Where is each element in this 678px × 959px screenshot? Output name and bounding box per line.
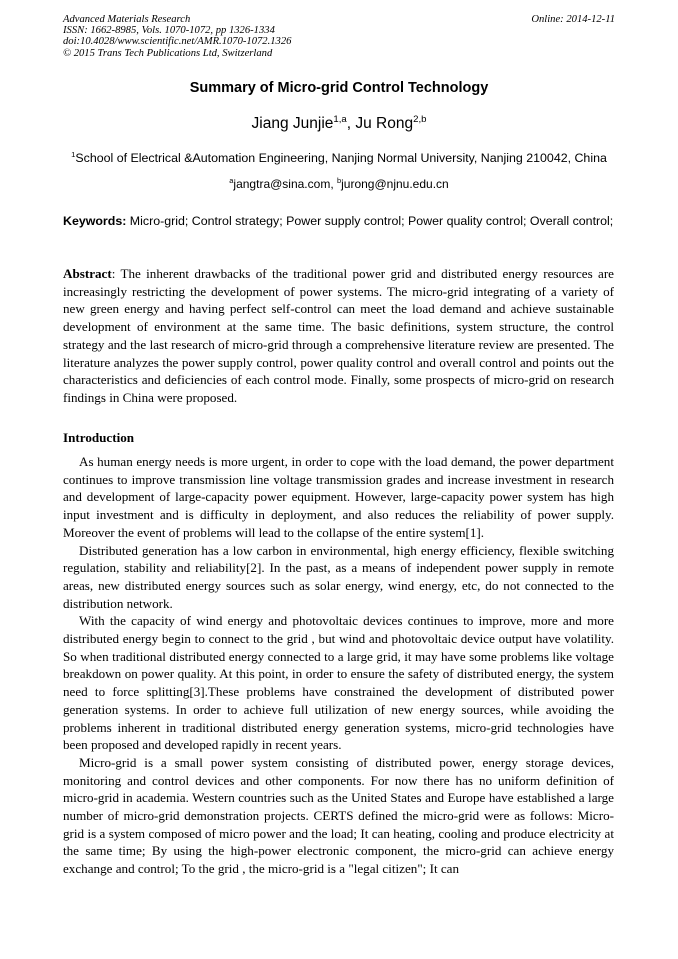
doi-line: doi:10.4028/www.scientific.net/AMR.1070-1072.1326 [63,36,292,48]
body-paragraph: Distributed generation has a low carbon in environmental, high energy efficiency, flexible switching regulation, stability and reliability[2]. In the past, as a means of independent power supply in remote areas, new distributed energy sources such as solar energy, wind energy, etc, do not connected to the distribution network. [63,542,614,611]
author-name: Ju Rong [355,115,414,132]
keywords-text: Micro-grid; Control strategy; Power supply control; Power quality control; Overall control; [126,214,614,228]
author-separator: , [346,115,356,132]
email-mark: b [336,176,342,185]
abstract-label: Abstract [63,266,112,281]
journal-header [63,14,615,59]
keywords-section [63,213,614,231]
abstract-text: : The inherent drawbacks of the traditional power grid and distributed energy resources are increasingly restricting the development of power systems. The micro-grid integrating of a variety of new green energy and having perfect self-control can meet the load demand and achieve sustainable development of environment at the same time. The basic definitions, system structure, the control strategy and the last research of micro-grid through a comprehensive literature review are presented. The literature analyzes the power supply control, power quality control and overall control and points out the characteristics and deficiencies of each control mode. Finally, some prospects of micro-grid on research findings in China were proposed. [63,266,614,405]
keywords-label: Keywords: [63,214,127,228]
email-address[interactable]: jurong@njnu.edu.cn [341,177,449,191]
issn-line: ISSN: 1662-8985, Vols. 1070-1072, pp 1326-1334 [63,25,275,37]
email-mark: a [229,176,234,185]
author-affiliation-mark: 1,a [333,113,347,125]
author-name: Jiang Junjie [251,115,334,132]
abstract-section [63,265,614,407]
affiliation-mark: 1 [71,149,76,159]
email-separator: , [330,177,337,191]
body-paragraph: Micro-grid is a small power system consisting of distributed power, energy storage devices, monitoring and control devices and other components. For now there has no uniform definition of micro-grid in academia. Western countries such as the United States and Europe have established a large number of micro-grid demonstration projects. CERTS defined the micro-grid were as follows: Micro-grid is a system composed of micro power and the load; It can heating, cooling and produce electricity at the same time; By using the high-power electronic component, the micro-grid can achieve energy exchange and control; To the grid , the micro-grid is a "legal citizen"; It can [63,754,614,877]
introduction-body [63,453,614,878]
introduction-heading: Introduction [63,430,135,445]
email-address[interactable]: jangtra@sina.com [233,177,331,191]
paper-title: Summary of Micro-grid Control Technology [189,80,489,96]
body-paragraph: As human energy needs is more urgent, in order to cope with the load demand, the power department continues to improve transmission line voltage transmission grades and increase investment in research and development of large-capacity power equipment. However, large-capacity power system has high input investment and is difficulty in deployment, and also reduces the reliability of power supply. Moreover the event of problems will lead to the collapse of the entire system[1]. [63,454,614,540]
copyright-line: © 2015 Trans Tech Publications Ltd, Switzerland [63,47,273,59]
affiliation [63,151,615,165]
journal-name: Advanced Materials Research [63,14,191,25]
email-list [63,177,615,191]
body-paragraph: With the capacity of wind energy and photovoltaic devices continues to improve, more and more distributed energy begin to connect to the grid , but wind and photovoltaic device output have volatility. So when traditional distributed energy connected to a large grid, it may have some problems like voltage breakdown on power quality. At this point, in order to ensure the safety of distributed energy, the system need to force splitting[3].These problems have constrained the development of distributed power generation systems. In order to achieve full utilization of new energy sources, while avoiding the problems inherent in traditional distributed energy generation systems, micro-grid technologies have been proposed and developed rapidly in recent years. [63,613,614,753]
online-date: Online: 2014-12-11 [531,14,615,25]
affiliation-text: School of Electrical &Automation Engineering, Nanjing Normal University, Nanjing 210042, China [75,151,607,165]
author-list [63,115,615,133]
author-affiliation-mark: 2,b [413,113,427,125]
